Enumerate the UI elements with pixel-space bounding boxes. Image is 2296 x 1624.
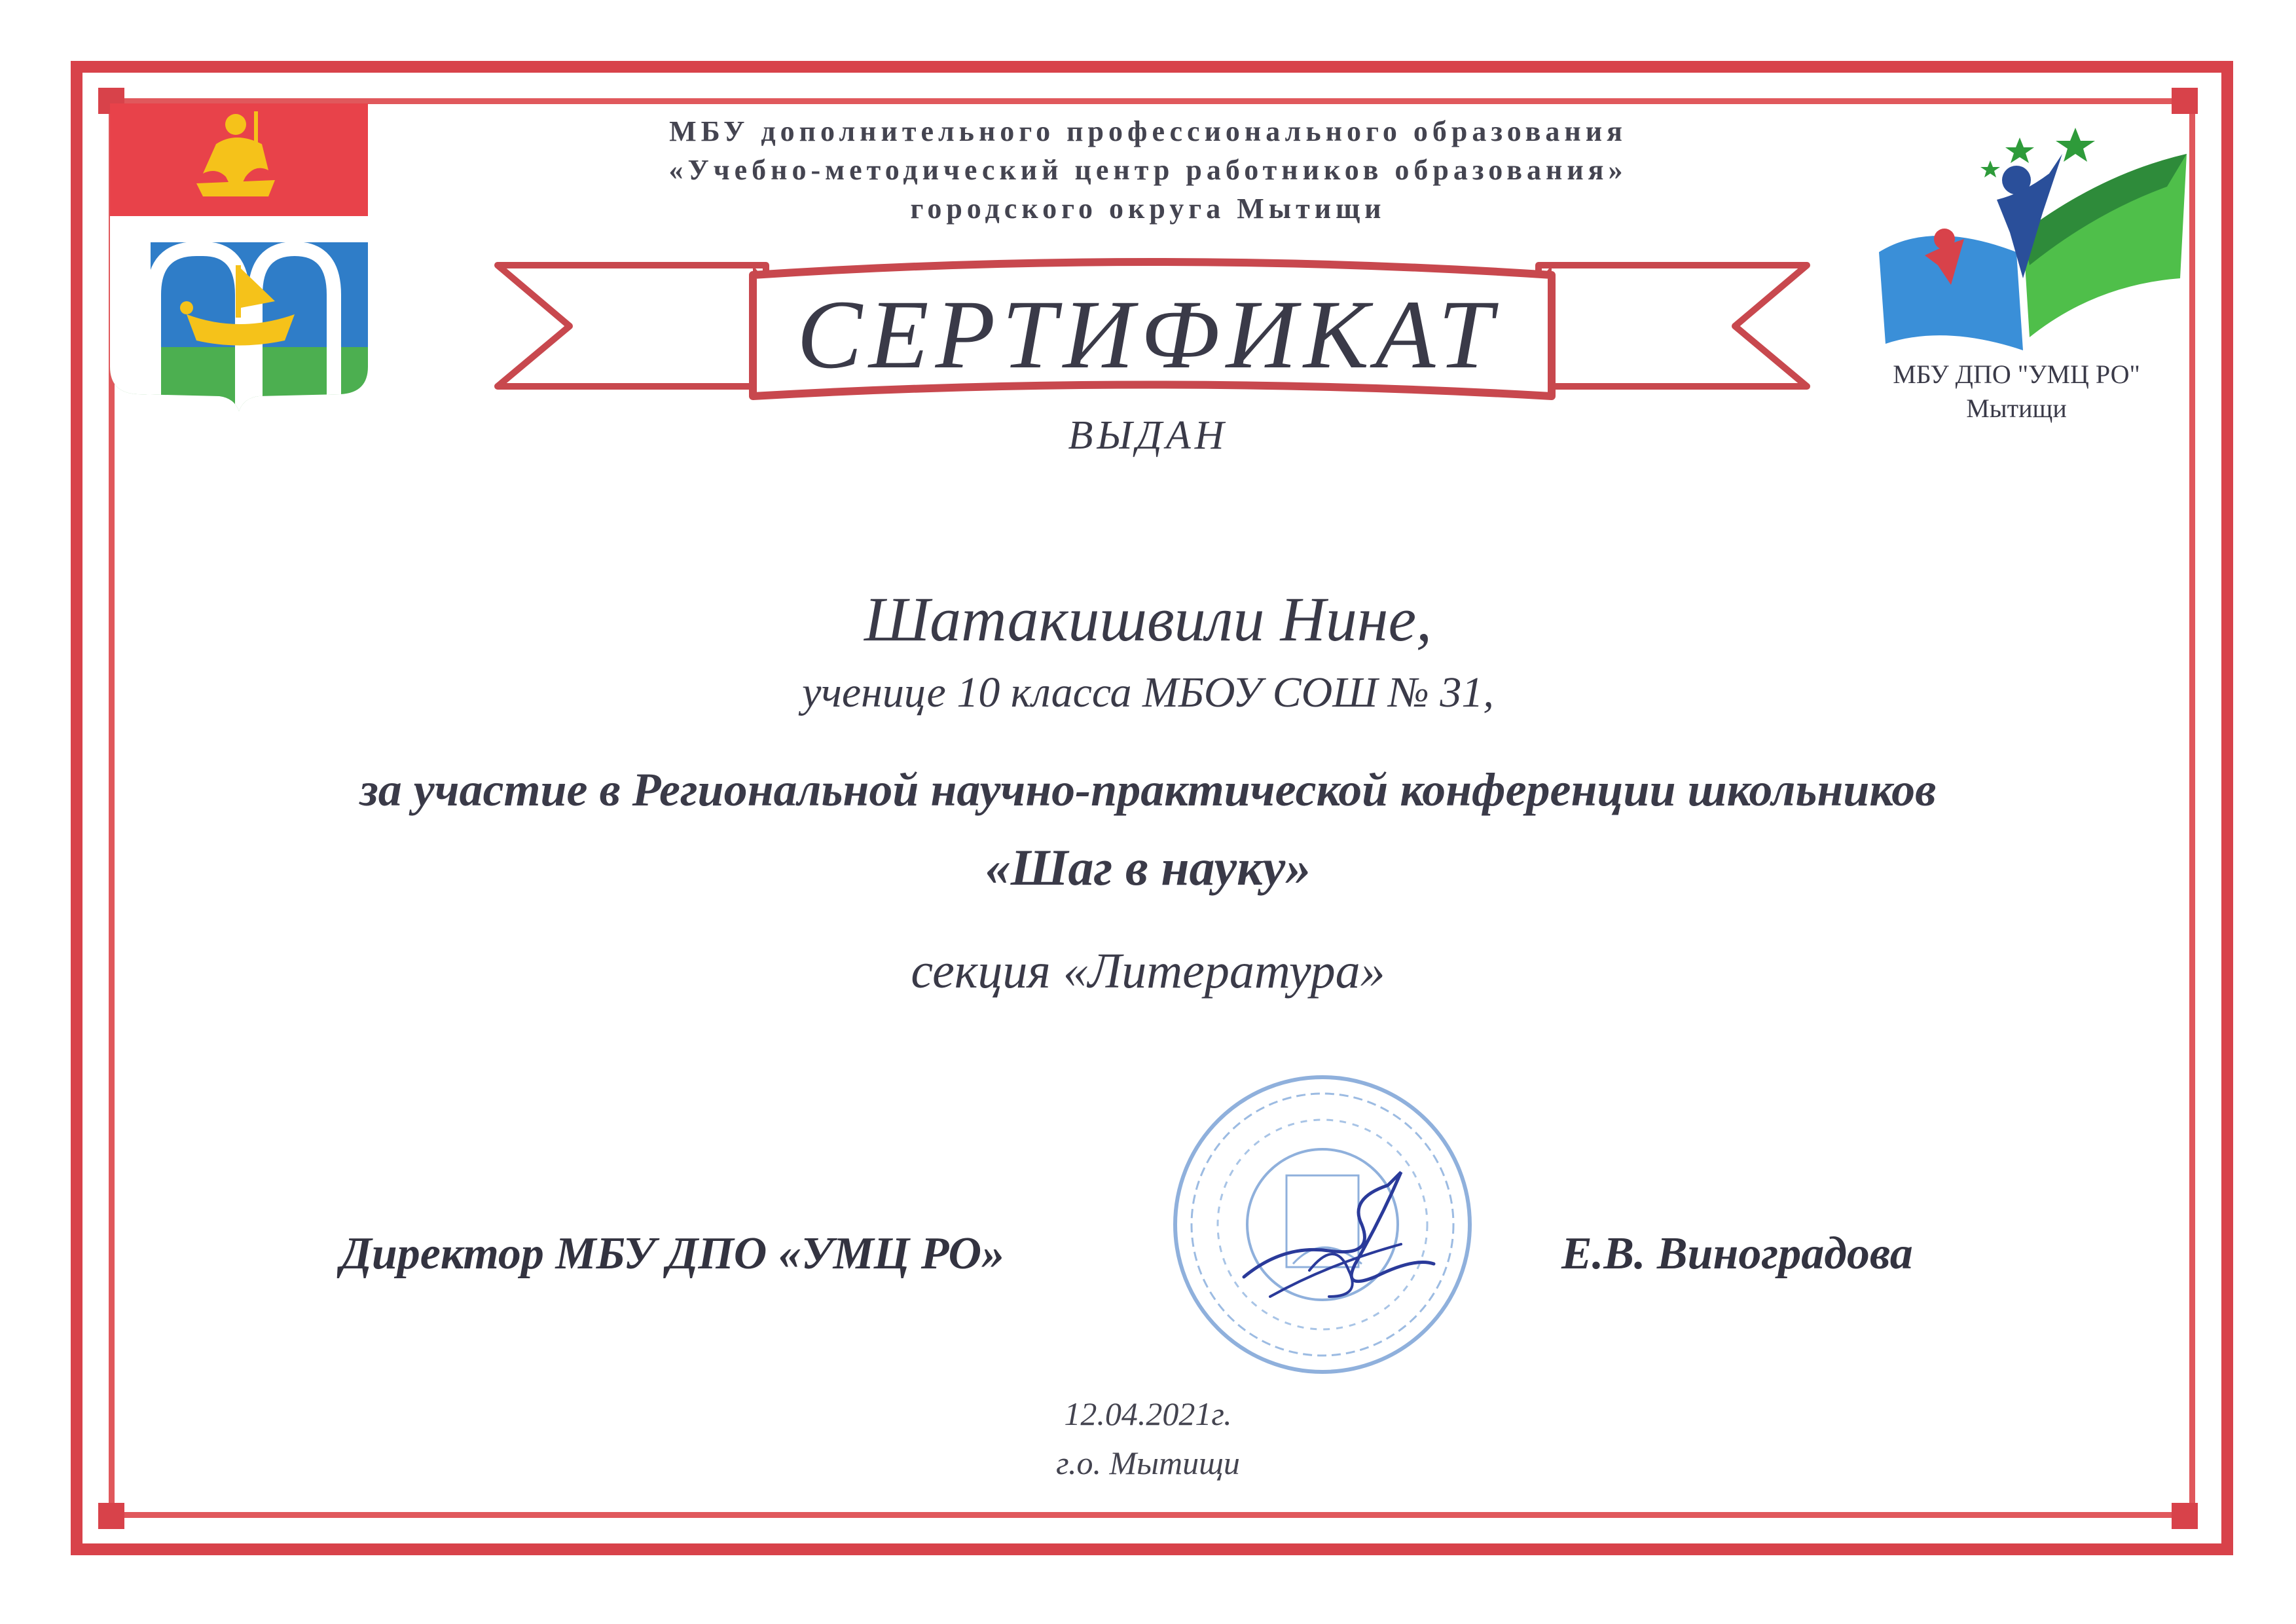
umc-caption-line-2: Мытищи: [1966, 394, 2067, 423]
issue-city: г.о. Мытищи: [1056, 1445, 1240, 1481]
issued-label: ВЫДАН: [1068, 413, 1228, 458]
umc-caption-line-1: МБУ ДПО "УМЦ РО": [1893, 360, 2140, 389]
org-line-1: МБУ дополнительного профессионального образования: [669, 115, 1627, 147]
participation-reason: за участие в Региональной научно-практической конференции школьников: [359, 764, 1937, 816]
event-name: «Шаг в науку»: [985, 839, 1311, 896]
frame-corner-bottom-right: [2172, 1503, 2198, 1529]
signature-icon: [1231, 1166, 1447, 1323]
frame-corner-top-right: [2172, 88, 2198, 114]
recipient-grade-school: ученице 10 класса МБОУ СОШ № 31,: [802, 669, 1494, 716]
signatory-title: Директор МБУ ДПО «УМЦ РО»: [340, 1228, 1005, 1279]
signatory-name: Е.В. Виноградова: [1561, 1228, 1913, 1279]
org-line-2: «Учебно-методический центр работников образования»: [668, 154, 1628, 186]
umc-logo-icon: [1879, 115, 2200, 363]
recipient-name: Шатакишвили Нине,: [864, 584, 1432, 654]
section-name: секция «Литература»: [911, 944, 1385, 999]
issue-date: 12.04.2021г.: [1064, 1395, 1232, 1432]
org-line-3: городского округа Мытищи: [910, 193, 1386, 225]
certificate-title: СЕРТИФИКАТ: [797, 280, 1499, 389]
frame-corner-bottom-left: [98, 1503, 124, 1529]
